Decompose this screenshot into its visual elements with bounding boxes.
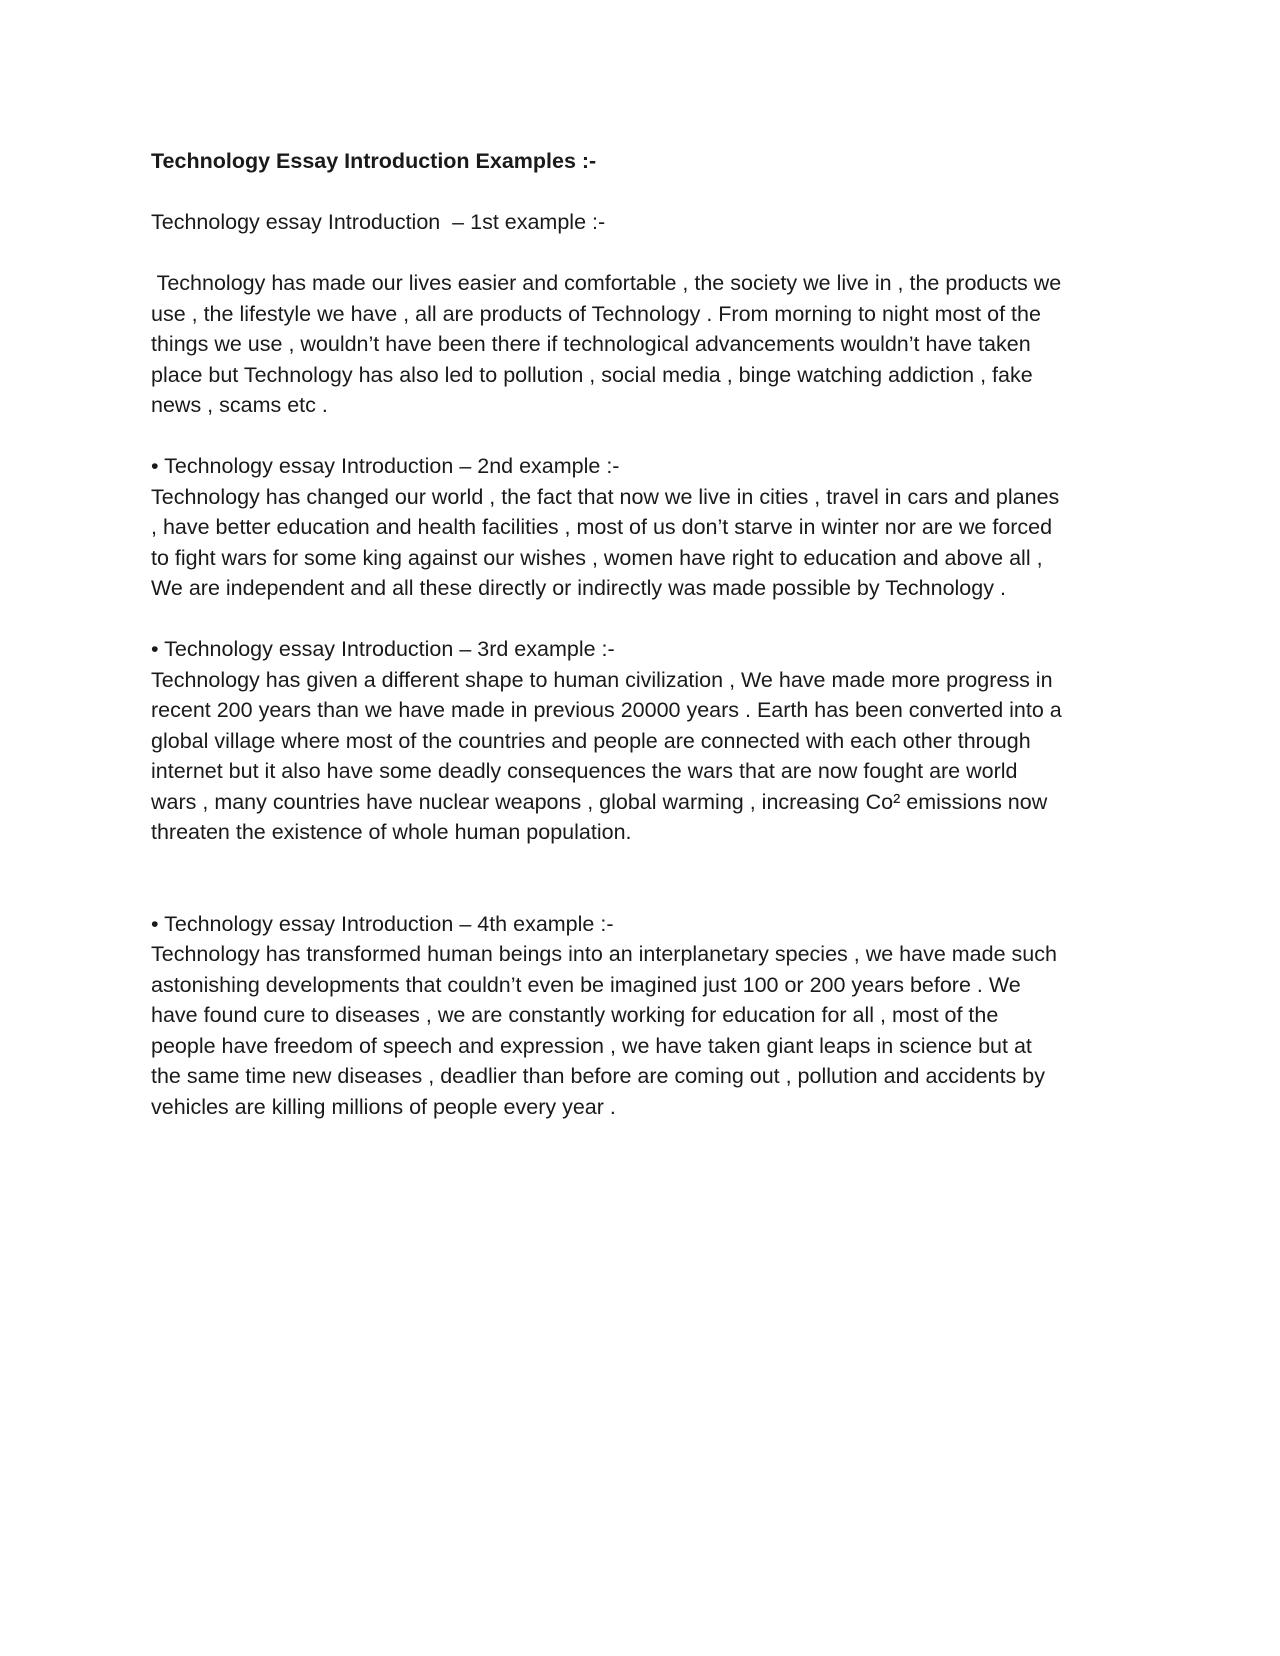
spacer [151, 848, 1141, 909]
paragraph-line: have found cure to diseases , we are constantly working for education for all , most of the [151, 1003, 999, 1027]
paragraph-line: , have better education and health facilities , most of us don’t starve in winter nor are we forced [151, 515, 1053, 539]
paragraph-line: vehicles are killing millions of people every year . [151, 1094, 616, 1119]
example-3-paragraph [151, 665, 1141, 848]
example-1-heading: Technology essay Introduction – 1st example :- [151, 210, 606, 234]
paragraph-line: news , scams etc . [151, 393, 328, 417]
paragraph-line: recent 200 years than we have made in previous 20000 years . Earth has been converted into a [151, 698, 1062, 722]
paragraph-line: things we use , wouldn’t have been there if technological advancements wouldn’t have taken [151, 332, 1031, 356]
paragraph-line: place but Technology has also led to pollution , social media , binge watching addiction , fake [151, 362, 1033, 387]
example-3-heading: • Technology essay Introduction – 3rd example :- [151, 637, 615, 661]
paragraph-line: Technology has transformed human beings into an interplanetary species , we have made such [151, 942, 1057, 966]
spacer [151, 421, 1141, 452]
paragraph-line: people have freedom of speech and expression , we have taken giant leaps in science but at [151, 1033, 1032, 1058]
example-1-paragraph [151, 268, 1141, 421]
document-body [151, 146, 1141, 1122]
document-title: Technology Essay Introduction Examples :- [151, 149, 597, 173]
spacer [151, 238, 1141, 269]
paragraph-line: the same time new diseases , deadlier than before are coming out , pollution and accidents by [151, 1064, 1045, 1088]
paragraph-line: to fight wars for some king against our wishes , women have right to education and above all , [151, 545, 1043, 570]
example-2-paragraph [151, 482, 1141, 604]
paragraph-line: global village where most of the countries and people are connected with each other through [151, 728, 1031, 753]
spacer [151, 604, 1141, 635]
paragraph-line: wars , many countries have nuclear weapons , global warming , increasing Co² emissions now [151, 789, 1048, 814]
paragraph-line: use , the lifestyle we have , all are products of Technology . From morning to night most of the [151, 301, 1041, 326]
spacer [151, 177, 1141, 208]
example-2-heading: • Technology essay Introduction – 2nd example :- [151, 454, 620, 478]
paragraph-line: astonishing developments that couldn’t even be imagined just 100 or 200 years before . We [151, 972, 1021, 997]
example-4-heading: • Technology essay Introduction – 4th example :- [151, 911, 614, 936]
paragraph-line: threaten the existence of whole human population. [151, 820, 632, 844]
example-4-paragraph [151, 939, 1141, 1122]
paragraph-line: Technology has given a different shape to human civilization , We have made more progress in [151, 667, 1053, 692]
paragraph-line: Technology has changed our world , the fact that now we live in cities , travel in cars and planes [151, 484, 1060, 509]
paragraph-line: Technology has made our lives easier and comfortable , the society we live in , the products we [151, 271, 1062, 295]
paragraph-line: internet but it also have some deadly consequences the wars that are now fought are world [151, 759, 1018, 783]
paragraph-line: We are independent and all these directly or indirectly was made possible by Technology . [151, 576, 1006, 600]
